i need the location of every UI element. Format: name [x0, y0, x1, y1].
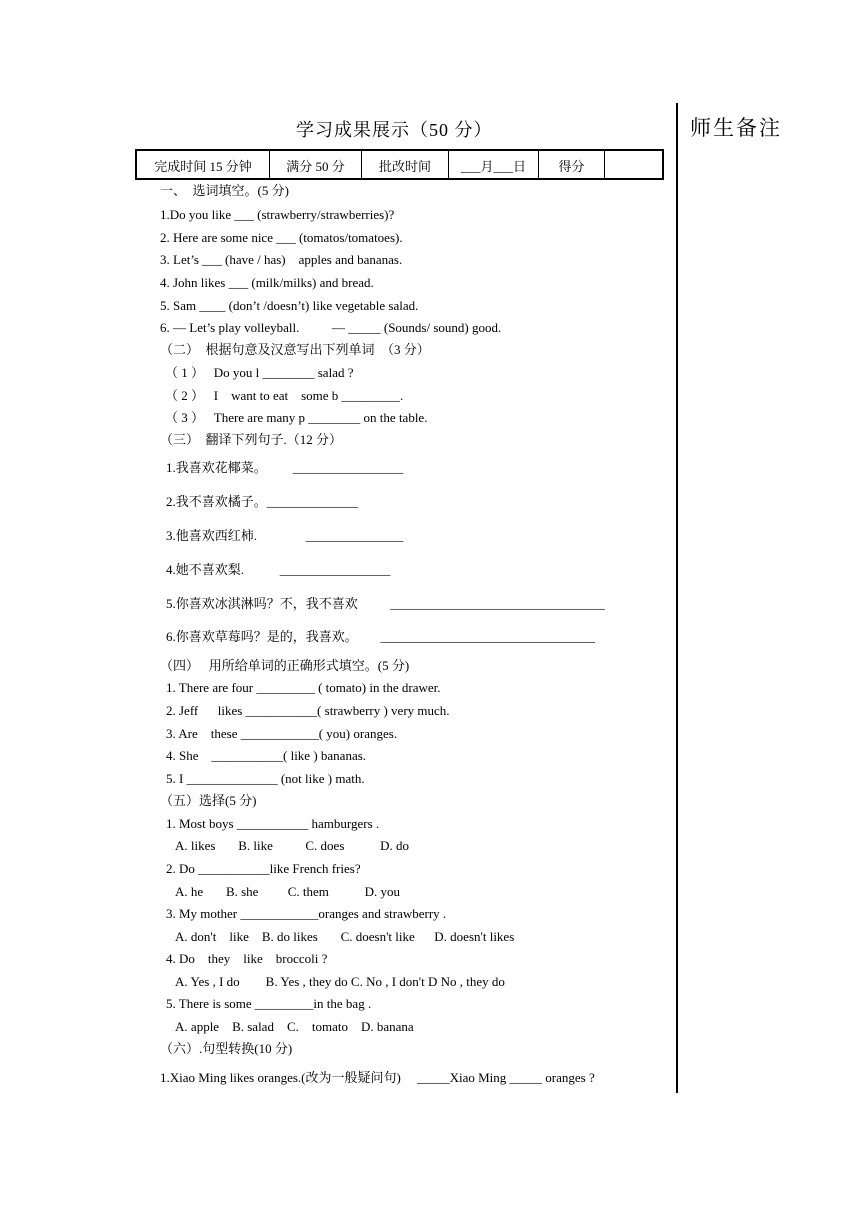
info-score-label: 得分: [539, 151, 605, 178]
section-6-heading: （六）.句型转换(10 分): [160, 1041, 293, 1056]
question-line: 5. I ______________ (not like ) math.: [166, 771, 365, 786]
question-line: 4. She ___________( like ) bananas.: [166, 748, 367, 763]
question-line: 4.她不喜欢梨. _________________: [166, 562, 391, 577]
question-line: 5. Sam ____ (don’t /doesn’t) like vegetable salad.: [160, 298, 419, 313]
page-title: 学习成果展示（50 分）: [296, 120, 493, 140]
question-line: 6.你喜欢草莓吗？是的，我喜欢。 _________________________________: [166, 629, 596, 644]
question-line: 3. Are these ____________( you) oranges.: [166, 726, 398, 741]
options-line: A. apple B. salad C. tomato D. banana: [166, 1019, 414, 1034]
question-line: 3.他喜欢西红柿. _______________: [166, 528, 404, 543]
question-line: 4. Do they like broccoli ?: [166, 951, 328, 966]
question-line: （ 2 ） I want to eat some b _________.: [165, 388, 404, 403]
options-line: A. he B. she C. them D. you: [166, 884, 400, 899]
question-line: 3. Let’s ___ (have / has) apples and bananas.: [160, 252, 403, 267]
question-line: 5. There is some _________in the bag .: [166, 996, 372, 1011]
question-line: 1.Do you like ___ (strawberry/strawberries)?: [160, 207, 395, 222]
question-line: 5.你喜欢冰淇淋吗？不，我不喜欢 _________________________________: [166, 596, 605, 611]
question-line: 1.Xiao Ming likes oranges.(改为一般疑问句) _____Xiao Ming _____ oranges ?: [160, 1070, 595, 1085]
section-2-heading: （二） 根据句意及汉意写出下列单词 （3 分）: [160, 342, 430, 357]
question-line: 3. My mother ____________oranges and strawberry .: [166, 906, 447, 921]
options-line: A. likes B. like C. does D. do: [166, 838, 410, 853]
margin-divider: [676, 103, 678, 1093]
section-4-heading: （四） 用所给单词的正确形式填空。(5 分): [160, 658, 410, 673]
question-line: 1. Most boys ___________ hamburgers .: [166, 816, 380, 831]
info-full-score: 满分 50 分: [270, 151, 362, 178]
question-line: 2. Do ___________like French fries?: [166, 861, 361, 876]
question-line: 1. There are four _________ ( tomato) in the drawer.: [166, 680, 441, 695]
info-grading-time-label: 批改时间: [362, 151, 449, 178]
info-table: [135, 149, 664, 180]
info-date-blank: ___月___日: [449, 151, 539, 178]
options-line: A. don't like B. do likes C. doesn't like D. doesn't likes: [166, 929, 515, 944]
question-line: 2.我不喜欢橘子。______________: [166, 494, 358, 509]
question-line: 2. Here are some nice ___ (tomatos/tomatoes).: [160, 230, 403, 245]
question-line: （ 1 ） Do you l ________ salad ?: [165, 365, 354, 380]
question-line: 1.我喜欢花椰菜。 _________________: [166, 460, 404, 475]
info-time: 完成时间 15 分钟: [137, 151, 270, 178]
options-line: A. Yes , I do B. Yes , they do C. No , I don't D No , they do: [166, 974, 505, 989]
question-line: 4. John likes ___ (milk/milks) and bread.: [160, 275, 374, 290]
side-note-heading: 师生备注: [690, 116, 782, 140]
question-line: 6. — Let’s play volleyball. — _____ (Sounds/ sound) good.: [160, 320, 502, 335]
question-line: 2. Jeff likes ___________( strawberry ) very much.: [166, 703, 450, 718]
question-line: （ 3 ） There are many p ________ on the table.: [165, 410, 428, 425]
section-5-heading: （五）选择(5 分): [160, 793, 257, 808]
section-1-heading: 一、 选词填空。(5 分): [160, 183, 289, 198]
section-3-heading: （三） 翻译下列句子.（12 分）: [160, 432, 343, 447]
info-score-value: [605, 151, 662, 178]
